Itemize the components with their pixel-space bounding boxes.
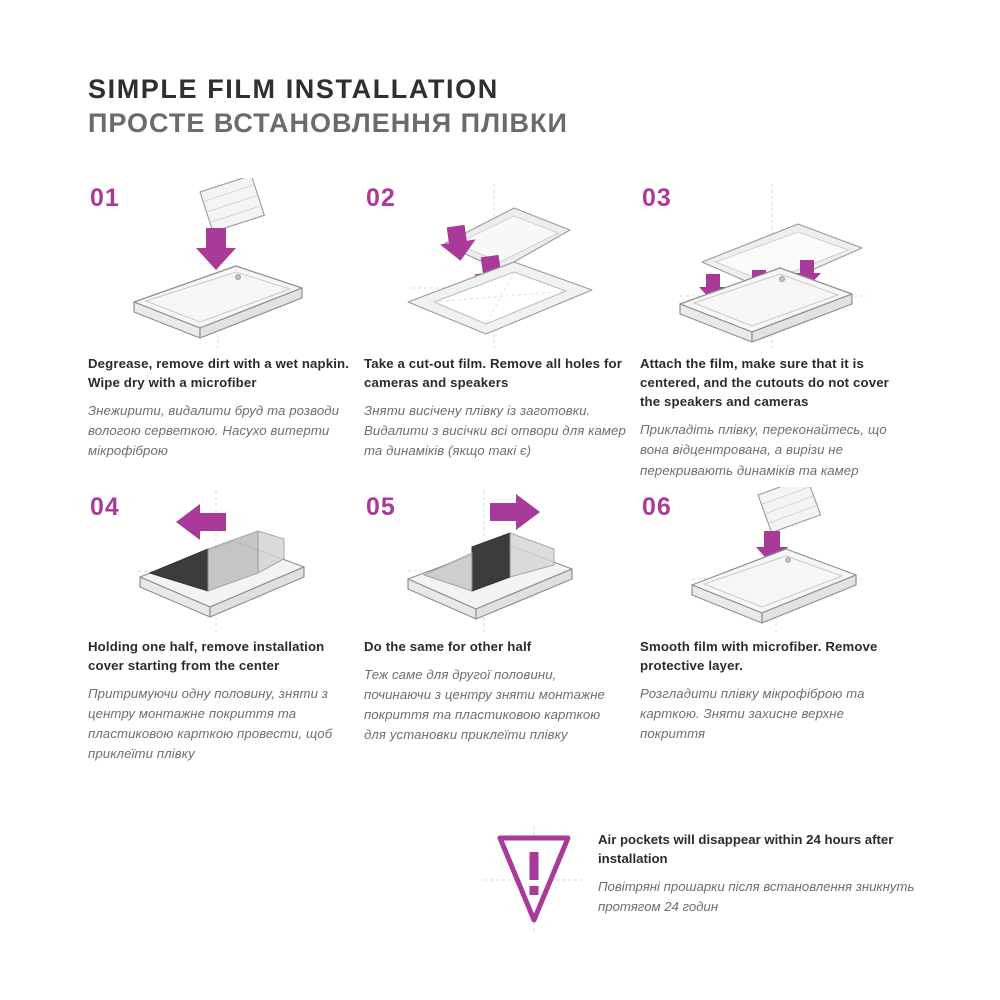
step-number: 04: [90, 492, 120, 521]
step-text-uk: Розгладити плівку мікрофіброю та карткою. Зняти захисне верхне покриття: [640, 685, 865, 742]
step-number: 01: [90, 184, 120, 212]
step-text-uk: Притримуючи одну половину, зняти з центру монтажне покриття та пластиковою карткою провести, щоб приклеїти плівку: [88, 685, 333, 762]
step-text: [88, 637, 360, 765]
step-text-en: Holding one half, remove installation cover starting from the center: [88, 638, 325, 673]
step-text: [640, 637, 912, 744]
footer-text: [590, 820, 930, 917]
step-number: 05: [366, 492, 396, 521]
napkin-wipe-phone-icon: [88, 178, 360, 354]
step-04: [88, 487, 360, 765]
step-text-uk: Теж саме для другої половини, починаючи з центру зняти монтажне покриття та пластиковою карткою для установки приклеїти плівку: [364, 666, 605, 742]
step-text-uk: Знежирити, видалити бруд та розводи вологою серветкою. Насухо витерти мікрофіброю: [88, 403, 340, 459]
step-text-uk: Зняти висічену плівку із заготовки. Видалити з висічки всі отвори для камер та динаміків (якщо такі є): [364, 403, 626, 459]
steps-grid: [88, 178, 912, 764]
step-text: [364, 354, 636, 461]
attach-film-centered-icon: [640, 178, 912, 354]
step-02: [364, 178, 636, 481]
step-05: [364, 487, 636, 765]
page-title-uk: ПРОСТЕ ВСТАНОВЛЕННЯ ПЛІВКИ: [88, 107, 568, 138]
step-text-en: Take a cut-out film. Remove all holes for cameras and speakers: [364, 356, 622, 391]
step-number: 02: [366, 184, 396, 212]
footer-note: [478, 820, 930, 939]
step-03: [640, 178, 912, 481]
step-text-uk: Прикладіть плівку, переконайтесь, що вона відцентрована, а вирізи не перекривають динаміків та камер: [640, 422, 887, 478]
peel-left-half-icon: [88, 487, 360, 637]
warning-exclamation-icon: [478, 820, 590, 939]
step-text-en: Degrease, remove dirt with a wet napkin. Wipe dry with a microfiber: [88, 356, 350, 391]
cutout-film-icon: [364, 178, 636, 354]
step-text: [364, 637, 636, 745]
peel-right-half-icon: [364, 487, 636, 637]
step-number: 06: [642, 492, 672, 521]
step-text: [88, 354, 360, 461]
footer-text-en: Air pockets will disappear within 24 hours after installation: [598, 832, 894, 867]
page-title-en: SIMPLE FILM INSTALLATION: [88, 74, 499, 104]
step-text-en: Smooth film with microfiber. Remove protective layer.: [640, 638, 878, 673]
step-text-en: Do the same for other half: [364, 638, 532, 654]
smooth-microfiber-icon: [640, 487, 912, 637]
footer-text-uk: Повітряні прошарки після встановлення зникнуть протягом 24 годин: [598, 879, 915, 915]
step-01: [88, 178, 360, 481]
step-number: 03: [642, 184, 672, 212]
step-text-en: Attach the film, make sure that it is centered, and the cutouts do not cover the speakers and cameras: [640, 356, 889, 410]
header: [88, 74, 928, 140]
step-06: [640, 487, 912, 765]
step-text: [640, 354, 912, 481]
